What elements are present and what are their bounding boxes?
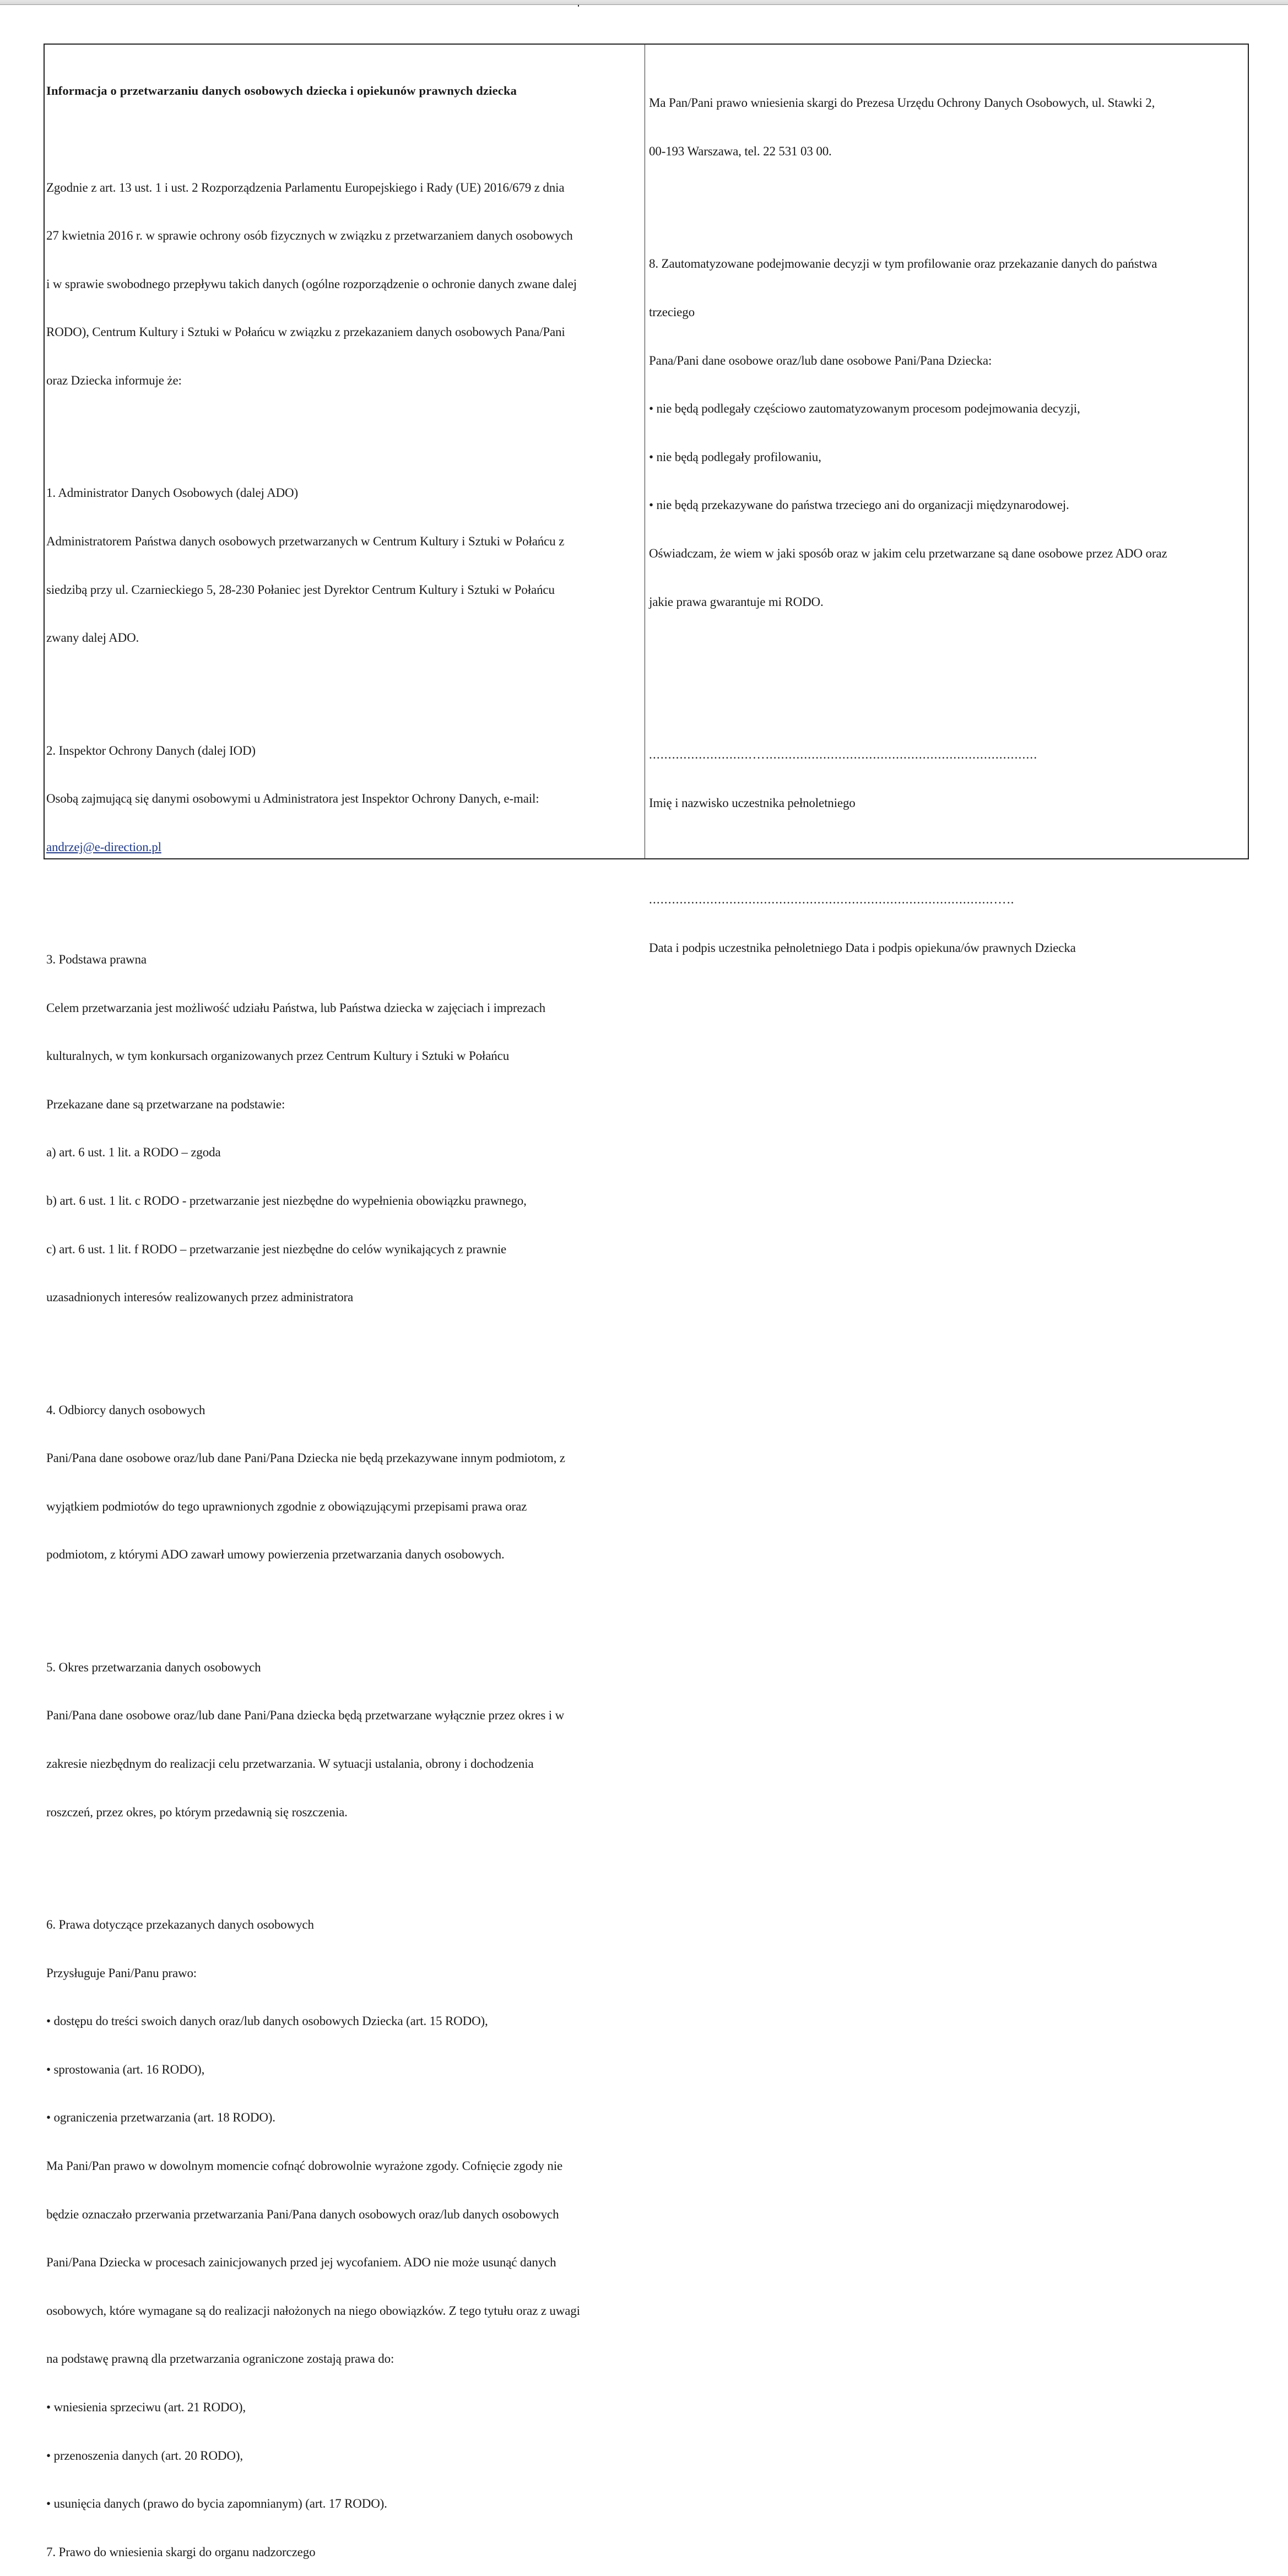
section-3-line: b) art. 6 ust. 1 lit. c RODO - przetwarzanie jest niezbędne do wypełnienia obowiązku prawnego, <box>46 1194 527 1208</box>
section-6-bullet: • sprostowania (art. 16 RODO), <box>46 2062 205 2076</box>
name-signature-field[interactable]: ...........................…....................................................................... <box>649 748 1038 762</box>
section-6-line: Pani/Pana Dziecka w procesach zainicjowanych przed jej wycofaniem. ADO nie może usunąć danych <box>46 2255 556 2270</box>
declaration-line: jakie prawa gwarantuje mi RODO. <box>649 594 824 609</box>
section-1-line: siedzibą przy ul. Czarnieckiego 5, 28-230 Połaniec jest Dyrektor Centrum Kultury i Sztuki w Połańcu <box>46 582 555 597</box>
section-3-line: a) art. 6 ust. 1 lit. a RODO – zgoda <box>46 1145 221 1160</box>
name-signature-label: Imię i nazwisko uczestnika pełnoletniego <box>649 795 856 810</box>
section-8-bullet: • nie będą podlegały profilowaniu, <box>649 450 821 464</box>
section-6-line: będzie oznaczało przerwania przetwarzania Pani/Pana danych osobowych oraz/lub danych osobowych <box>46 2207 559 2221</box>
section-4-line: podmiotom, z którymi ADO zawarł umowy powierzenia przetwarzania danych osobowych. <box>46 1547 505 1562</box>
intro-line: Zgodnie z art. 13 ust. 1 i ust. 2 Rozporządzenia Parlamentu Europejskiego i Rady (UE) 2016/679 z dnia <box>46 180 565 194</box>
section-8-heading-cont: trzeciego <box>649 305 695 319</box>
section-3-line: uzasadnionych interesów realizowanych przez administratora <box>46 1290 354 1305</box>
section-8-bullet: • nie będą podlegały częściowo zautomatyzowanym procesom podejmowania decyzji, <box>649 402 1080 416</box>
section-4-line: Pani/Pana dane osobowe oraz/lub dane Pani/Pana Dziecka nie będą przekazywane innym podmiotom, z <box>46 1451 565 1465</box>
section-6-line: osobowych, które wymagane są do realizacji nałożonych na niego obowiązków. Z tego tytułu oraz z uwagi <box>46 2303 580 2318</box>
section-6-bullet: • ograniczenia przetwarzania (art. 18 RODO). <box>46 2110 275 2125</box>
scan-edge-band <box>0 0 1288 5</box>
section-2-line: Osobą zajmującą się danymi osobowymi u Administratora jest Inspektor Ochrony Danych, e-mail: <box>46 792 539 806</box>
section-8-line: Pana/Pani dane osobowe oraz/lub dane osobowe Pani/Pana Dziecka: <box>649 353 992 367</box>
declaration-line: Oświadczam, że wiem w jaki sposób oraz w jakim celu przetwarzane są dane osobowe przez ADO oraz <box>649 546 1167 560</box>
section-4-line: wyjątkiem podmiotów do tego uprawnionych zgodnie z obowiązującymi przepisami prawa oraz <box>46 1499 527 1513</box>
section-5-line: Pani/Pana dane osobowe oraz/lub dane Pani/Pana dziecka będą przetwarzane wyłącznie przez okres i w <box>46 1708 565 1723</box>
iod-email-link[interactable]: andrzej@e-direction.pl <box>46 840 161 854</box>
section-7-heading: 7. Prawo do wniesienia skargi do organu nadzorczego <box>46 2545 316 2559</box>
intro-line: 27 kwietnia 2016 r. w sprawie ochrony osób fizycznych w związku z przetwarzaniem danych osobowych <box>46 229 573 243</box>
left-column <box>46 51 642 2576</box>
section-3-line: c) art. 6 ust. 1 lit. f RODO – przetwarzanie jest niezbędne do celów wynikających z prawnie <box>46 1242 507 1256</box>
section-5-line: zakresie niezbędnym do realizacji celu przetwarzania. W sytuacji ustalania, obrony i dochodzenia <box>46 1757 534 1771</box>
section-8-bullet: • nie będą przekazywane do państwa trzeciego ani do organizacji międzynarodowej. <box>649 498 1069 512</box>
right-column <box>649 63 1244 972</box>
section-3-line: Przekazane dane są przetwarzane na podstawie: <box>46 1097 285 1111</box>
section-6-line: Przysługuje Pani/Panu prawo: <box>46 1966 197 1980</box>
section-5-line: roszczeń, przez okres, po którym przedawnią się roszczenia. <box>46 1805 348 1819</box>
section-1-heading: 1. Administrator Danych Osobowych (dalej ADO) <box>46 486 299 500</box>
intro-line: RODO), Centrum Kultury i Sztuki w Połańcu w związku z przekazaniem danych osobowych Pana/Pani <box>46 325 565 339</box>
scan-speck <box>578 5 579 7</box>
section-4-heading: 4. Odbiorcy danych osobowych <box>46 1403 205 1417</box>
date-signature-label: Data i podpis uczestnika pełnoletniego Data i podpis opiekuna/ów prawnych Dziecka <box>649 940 1076 955</box>
section-1-line: Administratorem Państwa danych osobowych przetwarzanych w Centrum Kultury i Sztuki w Połańcu z <box>46 534 565 548</box>
section-6-bullet: • dostępu do treści swoich danych oraz/lub danych osobowych Dziecka (art. 15 RODO), <box>46 2014 488 2028</box>
section-3-line: kulturalnych, w tym konkursach organizowanych przez Centrum Kultury i Sztuki w Połańcu <box>46 1049 510 1063</box>
section-7-line: 00-193 Warszawa, tel. 22 531 03 00. <box>649 144 832 158</box>
section-3-heading: 3. Podstawa prawna <box>46 953 147 967</box>
section-6-heading: 6. Prawa dotyczące przekazanych danych osobowych <box>46 1918 314 1931</box>
intro-line: oraz Dziecka informuje że: <box>46 373 182 387</box>
section-6-bullet: • usunięcia danych (prawo do bycia zapomnianym) (art. 17 RODO). <box>46 2497 387 2511</box>
section-2-heading: 2. Inspektor Ochrony Danych (dalej IOD) <box>46 743 256 757</box>
section-3-line: Celem przetwarzania jest możliwość udziału Państwa, lub Państwa dziecka w zajęciach i imprezach <box>46 1000 546 1015</box>
date-signature-field[interactable]: ..........................................................................................….. <box>649 892 1015 907</box>
section-8-heading: 8. Zautomatyzowane podejmowanie decyzji w tym profilowanie oraz przekazanie danych do państwa <box>649 257 1157 271</box>
intro-line: i w sprawie swobodnego przepływu takich danych (ogólne rozporządzenie o ochronie danych zwane dalej <box>46 277 577 291</box>
section-1-line: zwany dalej ADO. <box>46 631 139 645</box>
section-5-heading: 5. Okres przetwarzania danych osobowych <box>46 1660 261 1674</box>
section-6-bullet: • przenoszenia danych (art. 20 RODO), <box>46 2448 243 2463</box>
section-6-line: na podstawę prawną dla przetwarzania ograniczone zostają prawa do: <box>46 2352 394 2366</box>
section-7-line: Ma Pan/Pani prawo wniesienia skargi do Prezesa Urzędu Ochrony Danych Osobowych, ul. Stawki 2, <box>649 96 1155 110</box>
section-6-bullet: • wniesienia sprzeciwu (art. 21 RODO), <box>46 2400 246 2414</box>
section-6-line: Ma Pani/Pan prawo w dowolnym momencie cofnąć dobrowolnie wyrażone zgody. Cofnięcie zgody nie <box>46 2158 563 2173</box>
document-title: Informacja o przetwarzaniu danych osobowych dziecka i opiekunów prawnych dziecka <box>46 84 517 98</box>
